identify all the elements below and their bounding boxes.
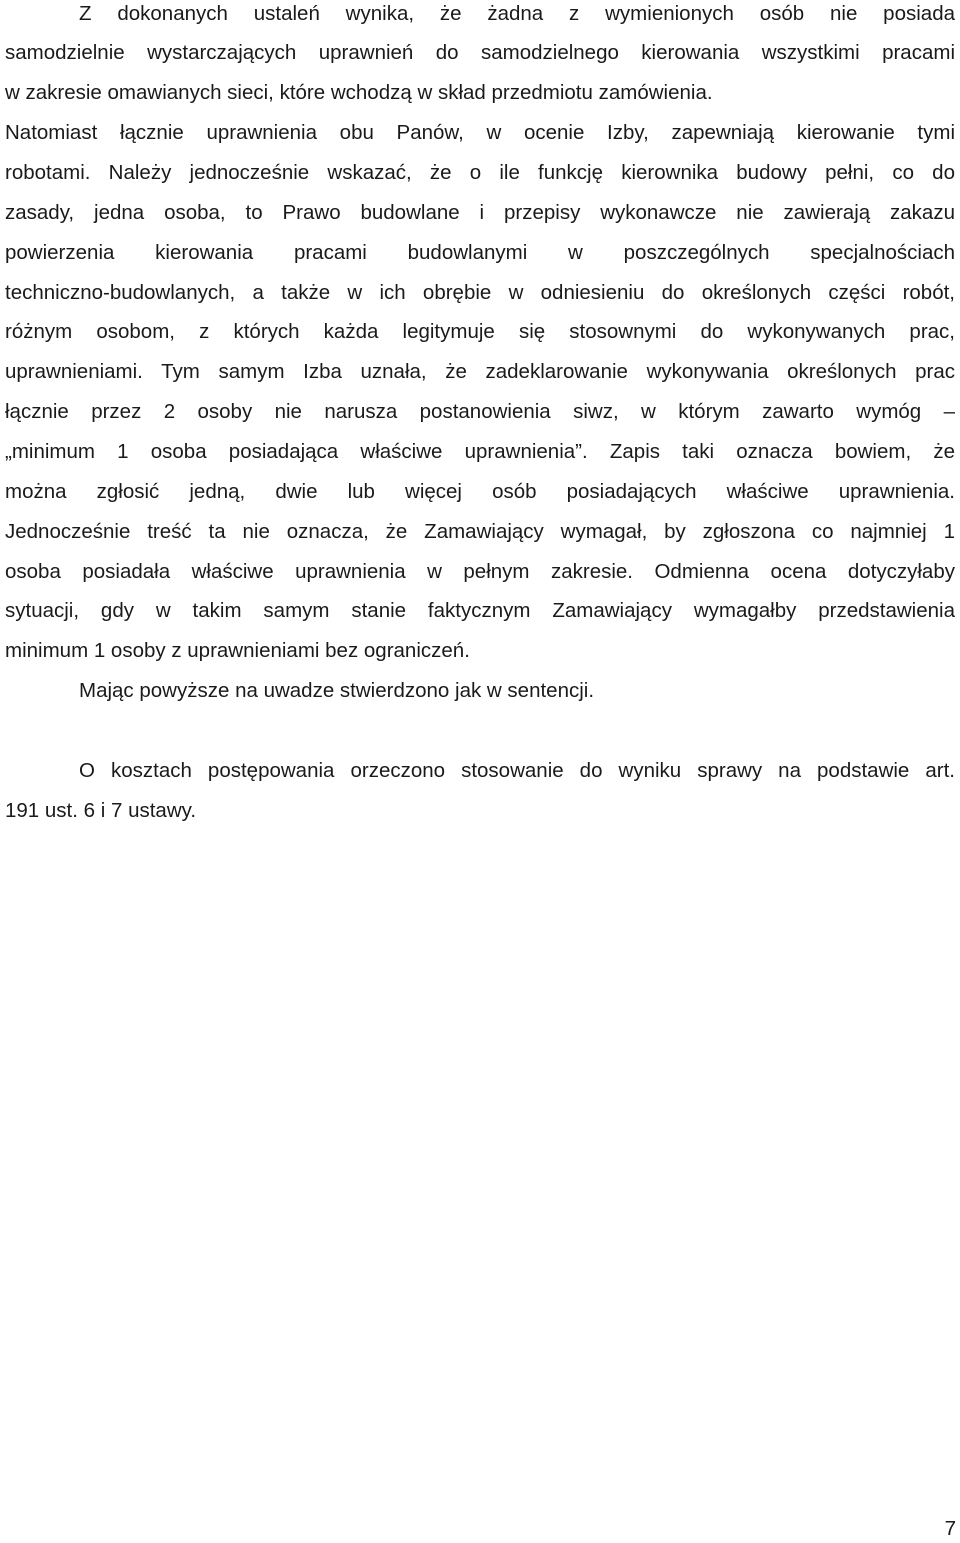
text-line-7: powierzenia kierowania pracami budowlanymi w poszczególnych specjalnościach <box>5 241 955 264</box>
text-line-6: zasady, jedna osoba, to Prawo budowlane i przepisy wykonawcze nie zawierają zakazu <box>5 201 955 224</box>
text-line-2: samodzielnie wystarczających uprawnień do samodzielnego kierowania wszystkimi pracami <box>5 41 955 64</box>
text-line-9: różnym osobom, z których każda legitymuje się stosownymi do wykonywanych prac, <box>5 320 955 343</box>
text-line-4: Natomiast łącznie uprawnienia obu Panów, w ocenie Izby, zapewniają kierowanie tymi <box>5 121 955 144</box>
text-line-8: techniczno-budowlanych, a także w ich obrębie w odniesieniu do określonych części robót, <box>5 281 955 304</box>
text-line-19: O kosztach postępowania orzeczono stosowanie do wyniku sprawy na podstawie art. <box>79 759 955 782</box>
text-line-14: Jednocześnie treść ta nie oznacza, że Zamawiający wymagał, by zgłoszona co najmniej 1 <box>5 520 955 543</box>
text-line-12: „minimum 1 osoba posiadająca właściwe uprawnienia”. Zapis taki oznacza bowiem, że <box>5 440 955 463</box>
text-line-18: Mając powyższe na uwadze stwierdzono jak w sentencji. <box>79 679 595 702</box>
text-line-3: w zakresie omawianych sieci, które wchodzą w skład przedmiotu zamówienia. <box>5 81 713 104</box>
text-line-13: można zgłosić jedną, dwie lub więcej osób posiadających właściwe uprawnienia. <box>5 480 955 503</box>
page-number: 7 <box>944 1517 956 1540</box>
text-line-1: Z dokonanych ustaleń wynika, że żadna z wymienionych osób nie posiada <box>79 2 955 25</box>
text-line-15: osoba posiadała właściwe uprawnienia w pełnym zakresie. Odmienna ocena dotyczyłaby <box>5 560 955 583</box>
text-line-17: minimum 1 osoby z uprawnieniami bez ograniczeń. <box>5 639 470 662</box>
text-line-11: łącznie przez 2 osoby nie narusza postanowienia siwz, w którym zawarto wymóg – <box>5 400 955 423</box>
text-line-10: uprawnieniami. Tym samym Izba uznała, że zadeklarowanie wykonywania określonych prac <box>5 360 955 383</box>
text-line-20: 191 ust. 6 i 7 ustawy. <box>5 799 197 822</box>
text-line-5: robotami. Należy jednocześnie wskazać, że o ile funkcję kierownika budowy pełni, co do <box>5 161 955 184</box>
text-line-16: sytuacji, gdy w takim samym stanie faktycznym Zamawiający wymagałby przedstawienia <box>5 599 955 622</box>
